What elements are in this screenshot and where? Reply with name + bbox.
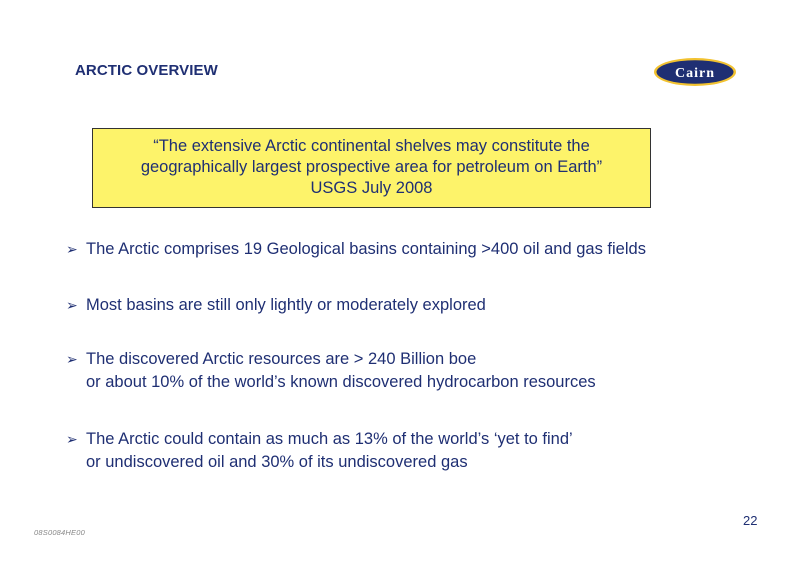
bullet-text: The Arctic could contain as much as 13% of the world’s ‘yet to find’ — [86, 430, 573, 448]
bullet-item — [66, 294, 486, 317]
bullet-item — [66, 348, 596, 393]
quote-line-2: geographically largest prospective area for petroleum on Earth” — [140, 158, 603, 176]
slide-title: ARCTIC OVERVIEW — [75, 62, 218, 79]
arrow-bullet-icon: ➢ — [66, 242, 78, 258]
cairn-logo — [653, 57, 737, 87]
arrow-bullet-icon: ➢ — [66, 298, 78, 314]
bullet-text: The Arctic comprises 19 Geological basins containing >400 oil and gas fields — [86, 240, 646, 258]
quote-source: USGS July 2008 — [310, 179, 433, 197]
document-code: 08S0084HE00 — [34, 528, 85, 537]
quote-line-1: “The extensive Arctic continental shelves may constitute the — [153, 137, 590, 155]
bullet-item — [66, 238, 646, 261]
bullet-item — [66, 428, 573, 473]
logo-text: Cairn — [675, 66, 715, 81]
bullet-text-continuation: or undiscovered oil and 30% of its undiscovered gas — [86, 453, 468, 471]
arrow-bullet-icon: ➢ — [66, 352, 78, 368]
arrow-bullet-icon: ➢ — [66, 432, 78, 448]
quote-box — [92, 128, 651, 208]
bullet-text: The discovered Arctic resources are > 240 Billion boe — [86, 350, 477, 368]
bullet-text-continuation: or about 10% of the world’s known discovered hydrocarbon resources — [86, 373, 596, 391]
page-number: 22 — [743, 513, 758, 528]
bullet-text: Most basins are still only lightly or moderately explored — [86, 296, 486, 314]
